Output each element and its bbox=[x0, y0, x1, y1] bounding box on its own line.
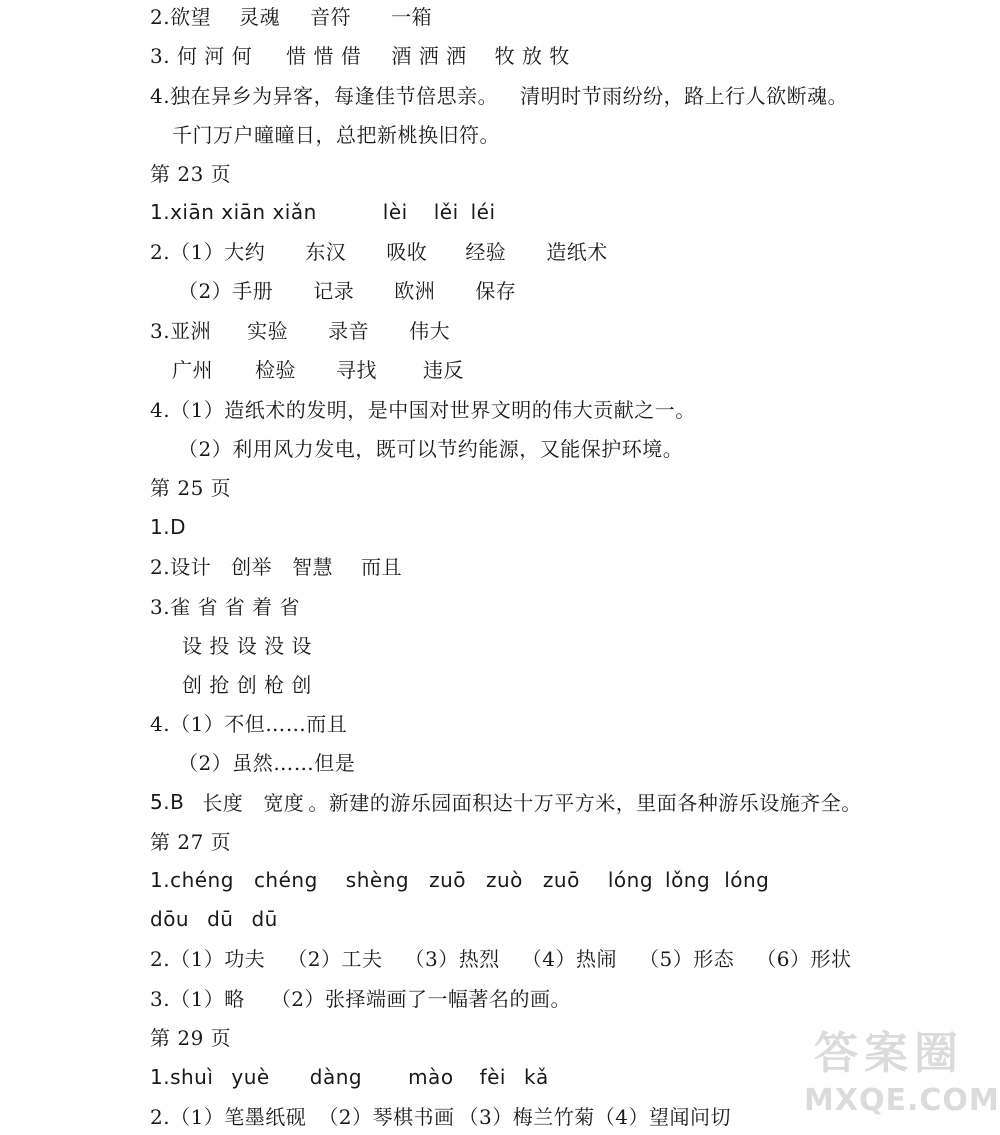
answer-line bbox=[0, 664, 312, 703]
page-heading bbox=[0, 153, 231, 192]
text-segment: zuō bbox=[542, 867, 580, 892]
answer-line bbox=[0, 625, 312, 664]
text-segment: 2.欲望 bbox=[150, 5, 212, 29]
text-segment: 设 投 设 没 设 bbox=[182, 634, 312, 658]
answer-line bbox=[0, 389, 696, 428]
text-segment: （3）热烈 bbox=[404, 947, 500, 971]
text-segment: 2.设计 bbox=[150, 555, 212, 579]
answer-line bbox=[0, 703, 347, 742]
text-segment: 宽度 bbox=[263, 791, 305, 815]
text-segment: 造纸术 bbox=[546, 240, 608, 264]
text-segment: （5）形态 bbox=[639, 947, 735, 971]
text-segment: lóng bbox=[607, 867, 654, 892]
text-segment: 违反 bbox=[423, 358, 464, 382]
text-segment: 智慧 bbox=[292, 555, 334, 579]
text-segment: 1.D bbox=[150, 514, 186, 539]
text-segment: 4.独在异乡为异客，每逢佳节倍思亲。 bbox=[150, 84, 499, 108]
text-segment: 一箱 bbox=[391, 5, 433, 29]
text-segment: （6）形状 bbox=[756, 947, 852, 971]
text-segment: 东汉 bbox=[305, 240, 347, 264]
answer-line bbox=[0, 428, 683, 467]
text-segment: lǒng bbox=[665, 867, 711, 892]
text-segment: 。新建的游乐园面积达十万平方米，里面各种游乐设施齐全。 bbox=[308, 791, 862, 815]
text-segment: （2）工夫 bbox=[287, 947, 383, 971]
answer-line bbox=[0, 75, 848, 114]
text-segment: lóng bbox=[724, 867, 770, 892]
text-segment: 伟大 bbox=[409, 319, 451, 343]
page-heading bbox=[0, 467, 231, 506]
text-segment: 录音 bbox=[328, 319, 370, 343]
text-segment: yuè bbox=[231, 1064, 270, 1089]
answer-line bbox=[0, 938, 851, 977]
answer-line bbox=[0, 860, 769, 899]
text-segment: shèng bbox=[345, 867, 410, 892]
text-segment: 广州 bbox=[172, 358, 213, 382]
text-segment: mào bbox=[408, 1064, 454, 1089]
text-segment: 惜 惜 借 bbox=[286, 44, 362, 68]
text-segment: 保存 bbox=[475, 279, 517, 303]
answer-line bbox=[0, 310, 450, 349]
text-segment: dōu bbox=[150, 906, 190, 931]
text-segment: 欧洲 bbox=[394, 279, 436, 303]
text-segment: 灵魂 bbox=[239, 5, 281, 29]
page-heading bbox=[0, 821, 231, 860]
watermark-cn-text: 答案圈 bbox=[814, 1028, 964, 1079]
answer-line bbox=[0, 349, 464, 388]
text-segment: kǎ bbox=[523, 1064, 549, 1089]
answer-line bbox=[0, 270, 516, 309]
text-segment: 千门万户曈曈日，总把新桃换旧符。 bbox=[172, 123, 500, 147]
text-segment: （4）望闻问切 bbox=[594, 1105, 732, 1129]
text-segment: 记录 bbox=[313, 279, 355, 303]
text-segment: 3.（1）略 bbox=[150, 987, 245, 1011]
text-segment: 3. 何 河 何 bbox=[150, 44, 253, 68]
watermark-logo bbox=[794, 1013, 1000, 1125]
answer-line bbox=[0, 35, 570, 74]
answer-line bbox=[0, 507, 186, 546]
text-segment: léi bbox=[470, 199, 496, 224]
text-segment: （2）张择端画了一幅著名的画。 bbox=[270, 987, 572, 1011]
answer-line bbox=[0, 1057, 549, 1096]
page-heading bbox=[0, 1017, 231, 1056]
text-segment: 5.B bbox=[150, 789, 185, 814]
text-segment: 检验 bbox=[255, 358, 296, 382]
answer-line bbox=[0, 586, 300, 625]
text-segment: chéng bbox=[253, 867, 318, 892]
text-segment: 吸收 bbox=[386, 240, 428, 264]
text-segment: dàng bbox=[309, 1064, 363, 1089]
text-segment: 实验 bbox=[247, 319, 289, 343]
text-segment: （3）梅兰竹菊 bbox=[458, 1105, 595, 1129]
text-segment: 清明时节雨纷纷，路上行人欲断魂。 bbox=[520, 84, 849, 108]
text-segment: 创 抢 创 枪 创 bbox=[182, 673, 312, 697]
text-segment: 音符 bbox=[310, 5, 352, 29]
answer-line bbox=[0, 0, 432, 35]
text-segment: 第 29 页 bbox=[150, 1026, 232, 1050]
text-segment: lěi bbox=[433, 199, 459, 224]
text-segment: fèi bbox=[479, 1064, 506, 1089]
text-segment: dū bbox=[251, 906, 278, 931]
text-segment: 第 25 页 bbox=[150, 476, 232, 500]
text-segment: （2）琴棋书画 bbox=[318, 1105, 455, 1129]
text-segment: 3.亚洲 bbox=[150, 319, 212, 343]
answer-line bbox=[0, 782, 862, 821]
text-segment: lèi bbox=[382, 199, 408, 224]
text-segment: （4）热闹 bbox=[521, 947, 618, 971]
text-segment: 酒 洒 洒 bbox=[391, 44, 467, 68]
text-segment: 4.（1）不但……而且 bbox=[150, 712, 348, 736]
text-segment: 2.（1）笔墨纸砚 bbox=[150, 1105, 307, 1129]
text-segment: 2.（1）大约 bbox=[150, 240, 266, 264]
text-segment: 经验 bbox=[465, 240, 507, 264]
answer-line bbox=[0, 978, 571, 1017]
text-segment: 4.（1）造纸术的发明，是中国对世界文明的伟大贡献之一。 bbox=[150, 398, 696, 422]
text-segment: 第 23 页 bbox=[150, 162, 232, 186]
answer-line bbox=[0, 231, 608, 270]
answer-line bbox=[0, 899, 278, 938]
text-segment: （2）虽然……但是 bbox=[178, 751, 356, 775]
text-segment: 长度 bbox=[202, 791, 244, 815]
text-segment: 第 27 页 bbox=[150, 830, 232, 854]
watermark-en-text: MXQE.COM bbox=[804, 1083, 1000, 1118]
text-segment: 3.雀 省 省 着 省 bbox=[150, 595, 301, 619]
text-segment: 1.xiān xiān xiǎn bbox=[150, 199, 317, 224]
answer-line bbox=[0, 192, 496, 231]
text-segment: 寻找 bbox=[336, 358, 377, 382]
answer-line bbox=[0, 1096, 731, 1135]
text-segment: 创举 bbox=[231, 555, 273, 579]
text-segment: zuò bbox=[486, 867, 523, 892]
text-segment: 牧 放 牧 bbox=[494, 44, 570, 68]
answer-line bbox=[0, 742, 355, 781]
text-segment: （2）手册 bbox=[178, 279, 274, 303]
text-segment: 2.（1）功夫 bbox=[150, 947, 266, 971]
text-segment: dū bbox=[207, 906, 234, 931]
text-segment: （2）利用风力发电，既可以节约能源，又能保护环境。 bbox=[178, 437, 684, 461]
answer-line bbox=[0, 114, 500, 153]
text-segment: zuō bbox=[429, 867, 466, 892]
text-segment: 1.shuì bbox=[150, 1064, 214, 1089]
text-segment: 1.chéng bbox=[150, 867, 234, 892]
answer-line bbox=[0, 546, 402, 585]
text-segment: 而且 bbox=[361, 555, 403, 579]
